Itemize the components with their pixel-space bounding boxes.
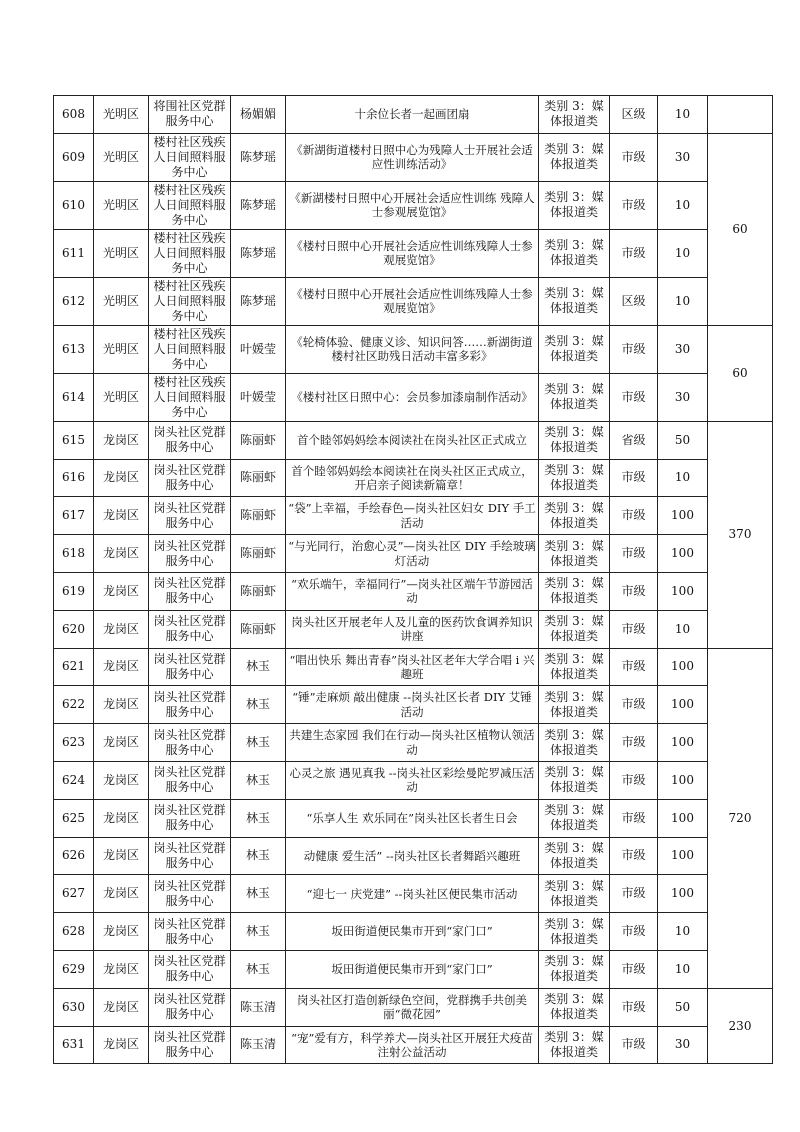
table-row	[54, 1026, 773, 1064]
table-row	[54, 875, 773, 913]
person-cell: 陈梦瑶	[231, 133, 286, 181]
score-cell: 50	[658, 988, 708, 1026]
group-total-cell: 370	[708, 421, 773, 648]
table-row	[54, 133, 773, 181]
level-cell: 市级	[610, 761, 658, 799]
report-title-cell: 岗头社区开展老年人及儿童的医药饮食调养知识讲座	[286, 610, 539, 648]
level-cell: 市级	[610, 181, 658, 229]
score-cell: 100	[658, 761, 708, 799]
category-cell: 类别 3：媒体报道类	[539, 875, 610, 913]
report-title-cell: 《楼村日照中心开展社会适应性训练残障人士参观展览馆》	[286, 277, 539, 325]
category-cell: 类别 3：媒体报道类	[539, 686, 610, 724]
person-cell: 林玉	[231, 761, 286, 799]
organization-cell: 岗头社区党群服务中心	[149, 988, 231, 1026]
level-cell: 省级	[610, 421, 658, 459]
district-cell: 光明区	[94, 133, 149, 181]
person-cell: 林玉	[231, 837, 286, 875]
row-id-cell: 614	[54, 373, 94, 421]
row-id-cell: 613	[54, 325, 94, 373]
score-cell: 10	[658, 610, 708, 648]
score-cell: 10	[658, 277, 708, 325]
district-cell: 龙岗区	[94, 610, 149, 648]
person-cell: 叶媛莹	[231, 325, 286, 373]
report-title-cell: 坂田街道便民集市开到“家门口”	[286, 950, 539, 988]
report-title-cell: “欢乐端午，幸福同行”—岗头社区端午节游园活动	[286, 572, 539, 610]
level-cell: 市级	[610, 799, 658, 837]
table-row	[54, 761, 773, 799]
person-cell: 陈玉清	[231, 1026, 286, 1064]
score-cell: 10	[658, 96, 708, 134]
district-cell: 龙岗区	[94, 686, 149, 724]
level-cell: 市级	[610, 1026, 658, 1064]
person-cell: 陈丽虾	[231, 421, 286, 459]
table-row	[54, 572, 773, 610]
level-cell: 市级	[610, 913, 658, 951]
score-cell: 50	[658, 421, 708, 459]
person-cell: 林玉	[231, 950, 286, 988]
district-cell: 龙岗区	[94, 799, 149, 837]
district-cell: 龙岗区	[94, 837, 149, 875]
table-row	[54, 181, 773, 229]
person-cell: 林玉	[231, 648, 286, 686]
row-id-cell: 622	[54, 686, 94, 724]
district-cell: 龙岗区	[94, 950, 149, 988]
score-cell: 100	[658, 572, 708, 610]
score-cell: 100	[658, 686, 708, 724]
organization-cell: 楼村社区残疾人日间照料服务中心	[149, 229, 231, 277]
level-cell: 市级	[610, 837, 658, 875]
level-cell: 区级	[610, 96, 658, 134]
row-id-cell: 617	[54, 497, 94, 535]
district-cell: 龙岗区	[94, 535, 149, 573]
category-cell: 类别 3：媒体报道类	[539, 988, 610, 1026]
organization-cell: 楼村社区残疾人日间照料服务中心	[149, 181, 231, 229]
category-cell: 类别 3：媒体报道类	[539, 761, 610, 799]
row-id-cell: 608	[54, 96, 94, 134]
person-cell: 杨媚媚	[231, 96, 286, 134]
category-cell: 类别 3：媒体报道类	[539, 96, 610, 134]
level-cell: 市级	[610, 686, 658, 724]
group-total-cell: 720	[708, 648, 773, 988]
organization-cell: 岗头社区党群服务中心	[149, 686, 231, 724]
report-title-cell: 《楼村日照中心开展社会适应性训练残障人士参观展览馆》	[286, 229, 539, 277]
person-cell: 陈梦瑶	[231, 181, 286, 229]
table-row	[54, 229, 773, 277]
table-row	[54, 610, 773, 648]
district-cell: 龙岗区	[94, 913, 149, 951]
report-title-cell: 首个睦邻妈妈绘本阅读社在岗头社区正式成立	[286, 421, 539, 459]
organization-cell: 岗头社区党群服务中心	[149, 535, 231, 573]
district-cell: 光明区	[94, 96, 149, 134]
category-cell: 类别 3：媒体报道类	[539, 277, 610, 325]
district-cell: 光明区	[94, 229, 149, 277]
score-cell: 100	[658, 724, 708, 762]
score-cell: 100	[658, 535, 708, 573]
report-title-cell: 十余位长者一起画团扇	[286, 96, 539, 134]
category-cell: 类别 3：媒体报道类	[539, 950, 610, 988]
report-title-cell: 共建生态家园 我们在行动—岗头社区植物认领活动	[286, 724, 539, 762]
report-title-cell: 岗头社区打造创新绿色空间，党群携手共创美丽“微花园”	[286, 988, 539, 1026]
level-cell: 市级	[610, 610, 658, 648]
district-cell: 光明区	[94, 325, 149, 373]
report-title-cell: 心灵之旅 遇见真我 --岗头社区彩绘曼陀罗减压活动	[286, 761, 539, 799]
score-cell: 100	[658, 648, 708, 686]
table-row	[54, 950, 773, 988]
person-cell: 林玉	[231, 724, 286, 762]
score-cell: 100	[658, 497, 708, 535]
level-cell: 市级	[610, 459, 658, 497]
person-cell: 陈丽虾	[231, 572, 286, 610]
row-id-cell: 626	[54, 837, 94, 875]
person-cell: 陈丽虾	[231, 610, 286, 648]
group-total-cell: 230	[708, 988, 773, 1064]
level-cell: 市级	[610, 572, 658, 610]
level-cell: 区级	[610, 277, 658, 325]
category-cell: 类别 3：媒体报道类	[539, 724, 610, 762]
report-title-cell: “锤”走麻烦 敲出健康 --岗头社区长者 DIY 艾锤活动	[286, 686, 539, 724]
table-row	[54, 497, 773, 535]
table-row	[54, 459, 773, 497]
organization-cell: 岗头社区党群服务中心	[149, 610, 231, 648]
category-cell: 类别 3：媒体报道类	[539, 648, 610, 686]
row-id-cell: 624	[54, 761, 94, 799]
table-row	[54, 724, 773, 762]
score-cell: 10	[658, 459, 708, 497]
district-cell: 龙岗区	[94, 988, 149, 1026]
group-total-cell: 60	[708, 325, 773, 421]
person-cell: 林玉	[231, 913, 286, 951]
report-title-cell: “袋”上幸福，手绘春色—岗头社区妇女 DIY 手工活动	[286, 497, 539, 535]
report-title-cell: “迎七一 庆党建” --岗头社区便民集市活动	[286, 875, 539, 913]
report-title-cell: 首个睦邻妈妈绘本阅读社在岗头社区正式成立，开启亲子阅读新篇章！	[286, 459, 539, 497]
level-cell: 市级	[610, 133, 658, 181]
records-table	[53, 95, 773, 1064]
person-cell: 林玉	[231, 686, 286, 724]
category-cell: 类别 3：媒体报道类	[539, 535, 610, 573]
row-id-cell: 612	[54, 277, 94, 325]
organization-cell: 楼村社区残疾人日间照料服务中心	[149, 373, 231, 421]
row-id-cell: 611	[54, 229, 94, 277]
row-id-cell: 630	[54, 988, 94, 1026]
person-cell: 陈梦瑶	[231, 229, 286, 277]
organization-cell: 岗头社区党群服务中心	[149, 497, 231, 535]
table-row	[54, 837, 773, 875]
score-cell: 100	[658, 837, 708, 875]
category-cell: 类别 3：媒体报道类	[539, 181, 610, 229]
organization-cell: 岗头社区党群服务中心	[149, 459, 231, 497]
row-id-cell: 628	[54, 913, 94, 951]
category-cell: 类别 3：媒体报道类	[539, 459, 610, 497]
row-id-cell: 615	[54, 421, 94, 459]
organization-cell: 楼村社区残疾人日间照料服务中心	[149, 133, 231, 181]
category-cell: 类别 3：媒体报道类	[539, 1026, 610, 1064]
category-cell: 类别 3：媒体报道类	[539, 837, 610, 875]
district-cell: 龙岗区	[94, 497, 149, 535]
category-cell: 类别 3：媒体报道类	[539, 325, 610, 373]
row-id-cell: 610	[54, 181, 94, 229]
district-cell: 龙岗区	[94, 1026, 149, 1064]
person-cell: 陈丽虾	[231, 497, 286, 535]
level-cell: 市级	[610, 535, 658, 573]
district-cell: 龙岗区	[94, 459, 149, 497]
table-row	[54, 421, 773, 459]
table-row	[54, 96, 773, 134]
district-cell: 光明区	[94, 277, 149, 325]
category-cell: 类别 3：媒体报道类	[539, 799, 610, 837]
report-title-cell: “乐享人生 欢乐同在”岗头社区长者生日会	[286, 799, 539, 837]
organization-cell: 岗头社区党群服务中心	[149, 648, 231, 686]
level-cell: 市级	[610, 325, 658, 373]
row-id-cell: 609	[54, 133, 94, 181]
level-cell: 市级	[610, 497, 658, 535]
row-id-cell: 619	[54, 572, 94, 610]
row-id-cell: 625	[54, 799, 94, 837]
score-cell: 10	[658, 913, 708, 951]
category-cell: 类别 3：媒体报道类	[539, 572, 610, 610]
report-title-cell: 坂田街道便民集市开到“家门口”	[286, 913, 539, 951]
report-title-cell: 《轮椅体验、健康义诊、知识问答……新湖街道楼村社区助残日活动丰富多彩》	[286, 325, 539, 373]
district-cell: 龙岗区	[94, 875, 149, 913]
person-cell: 陈梦瑶	[231, 277, 286, 325]
report-title-cell: 《新湖街道楼村日照中心为残障人士开展社会适应性训练活动》	[286, 133, 539, 181]
category-cell: 类别 3：媒体报道类	[539, 373, 610, 421]
table-row	[54, 373, 773, 421]
row-id-cell: 627	[54, 875, 94, 913]
district-cell: 龙岗区	[94, 421, 149, 459]
score-cell: 10	[658, 229, 708, 277]
score-cell: 100	[658, 799, 708, 837]
category-cell: 类别 3：媒体报道类	[539, 133, 610, 181]
table-row	[54, 799, 773, 837]
level-cell: 市级	[610, 724, 658, 762]
level-cell: 市级	[610, 373, 658, 421]
person-cell: 林玉	[231, 799, 286, 837]
score-cell: 30	[658, 133, 708, 181]
row-id-cell: 621	[54, 648, 94, 686]
level-cell: 市级	[610, 229, 658, 277]
organization-cell: 将围社区党群服务中心	[149, 96, 231, 134]
score-cell: 30	[658, 1026, 708, 1064]
table-row	[54, 535, 773, 573]
row-id-cell: 616	[54, 459, 94, 497]
group-total-cell: 60	[708, 133, 773, 325]
report-title-cell: 动健康 爱生活” --岗头社区长者舞蹈兴趣班	[286, 837, 539, 875]
report-title-cell: “唱出快乐 舞出青春”岗头社区老年大学合唱 i 兴趣班	[286, 648, 539, 686]
person-cell: 陈玉清	[231, 988, 286, 1026]
row-id-cell: 629	[54, 950, 94, 988]
report-title-cell: 《新湖楼村日照中心开展社会适应性训练 残障人士参观展览馆》	[286, 181, 539, 229]
district-cell: 龙岗区	[94, 572, 149, 610]
person-cell: 林玉	[231, 875, 286, 913]
table-row	[54, 686, 773, 724]
score-cell: 30	[658, 325, 708, 373]
organization-cell: 岗头社区党群服务中心	[149, 799, 231, 837]
district-cell: 龙岗区	[94, 648, 149, 686]
organization-cell: 岗头社区党群服务中心	[149, 913, 231, 951]
district-cell: 龙岗区	[94, 724, 149, 762]
row-id-cell: 618	[54, 535, 94, 573]
category-cell: 类别 3：媒体报道类	[539, 421, 610, 459]
level-cell: 市级	[610, 875, 658, 913]
score-cell: 100	[658, 875, 708, 913]
table-row	[54, 988, 773, 1026]
district-cell: 龙岗区	[94, 761, 149, 799]
organization-cell: 岗头社区党群服务中心	[149, 1026, 231, 1064]
table-row	[54, 277, 773, 325]
report-title-cell: “与光同行，治愈心灵”—岗头社区 DIY 手绘玻璃灯活动	[286, 535, 539, 573]
level-cell: 市级	[610, 950, 658, 988]
category-cell: 类别 3：媒体报道类	[539, 497, 610, 535]
group-total-cell	[708, 96, 773, 134]
organization-cell: 岗头社区党群服务中心	[149, 875, 231, 913]
score-cell: 10	[658, 181, 708, 229]
row-id-cell: 623	[54, 724, 94, 762]
category-cell: 类别 3：媒体报道类	[539, 229, 610, 277]
organization-cell: 岗头社区党群服务中心	[149, 761, 231, 799]
organization-cell: 岗头社区党群服务中心	[149, 572, 231, 610]
table-row	[54, 913, 773, 951]
person-cell: 陈丽虾	[231, 459, 286, 497]
organization-cell: 岗头社区党群服务中心	[149, 421, 231, 459]
district-cell: 光明区	[94, 181, 149, 229]
table-row	[54, 648, 773, 686]
organization-cell: 岗头社区党群服务中心	[149, 837, 231, 875]
level-cell: 市级	[610, 988, 658, 1026]
person-cell: 陈丽虾	[231, 535, 286, 573]
row-id-cell: 620	[54, 610, 94, 648]
organization-cell: 楼村社区残疾人日间照料服务中心	[149, 325, 231, 373]
report-title-cell: 《楼村社区日照中心：会员参加漆扇制作活动》	[286, 373, 539, 421]
score-cell: 10	[658, 950, 708, 988]
table-row	[54, 325, 773, 373]
score-cell: 30	[658, 373, 708, 421]
organization-cell: 岗头社区党群服务中心	[149, 950, 231, 988]
district-cell: 光明区	[94, 373, 149, 421]
organization-cell: 楼村社区残疾人日间照料服务中心	[149, 277, 231, 325]
category-cell: 类别 3：媒体报道类	[539, 913, 610, 951]
report-title-cell: “宠”爱有方，科学养犬—岗头社区开展狂犬疫苗注射公益活动	[286, 1026, 539, 1064]
category-cell: 类别 3：媒体报道类	[539, 610, 610, 648]
level-cell: 市级	[610, 648, 658, 686]
row-id-cell: 631	[54, 1026, 94, 1064]
organization-cell: 岗头社区党群服务中心	[149, 724, 231, 762]
person-cell: 叶媛莹	[231, 373, 286, 421]
